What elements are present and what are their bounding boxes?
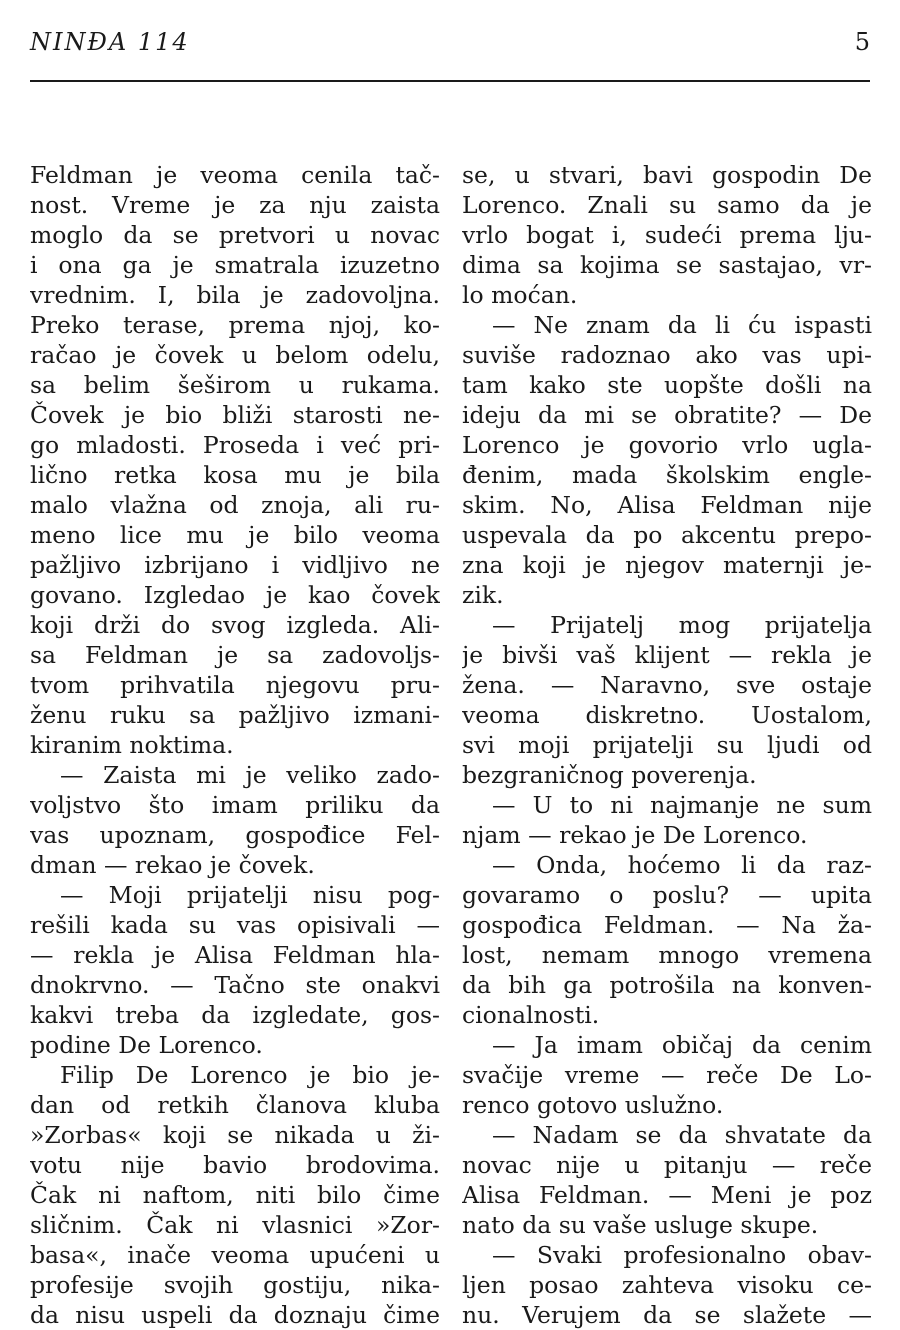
text-line: zik. — [462, 581, 504, 609]
left-text-column — [30, 160, 440, 1330]
text-line: »Zorbas« koji se nikada u ži- — [30, 1121, 440, 1149]
text-line: Lorenco je govorio vrlo ugla- — [462, 431, 872, 459]
text-line: lično retka kosa mu je bila — [30, 461, 440, 489]
text-line: kiranim noktima. — [30, 731, 234, 759]
text-line: — Onda, hoćemo li da raz- — [492, 851, 872, 879]
text-line: malo vlažna od znoja, ali ru- — [30, 491, 440, 519]
text-line: renco gotovo uslužno. — [462, 1091, 724, 1119]
text-line: dan od retkih članova kluba — [30, 1091, 440, 1119]
text-line: — rekla je Alisa Feldman hla- — [30, 941, 440, 969]
text-line: koji drži do svog izgleda. Ali- — [30, 611, 440, 639]
right-text-column — [462, 160, 872, 1330]
text-line: novac nije u pitanju — reče — [462, 1151, 872, 1179]
text-line: i ona ga je smatrala izuzetno — [30, 251, 440, 279]
text-line: đenim, mada školskim engle- — [462, 461, 872, 489]
text-line: basa«, inače veoma upućeni u — [30, 1241, 440, 1269]
text-line: — Prijatelj mog prijatelja — [492, 611, 872, 639]
text-line: skim. No, Alisa Feldman nije — [462, 491, 872, 519]
text-line: gospođica Feldman. — Na ža- — [462, 911, 872, 939]
text-line: vas upoznam, gospođice Fel- — [30, 821, 440, 849]
text-line: veoma diskretno. Uostalom, — [462, 701, 872, 729]
text-line: Čak ni naftom, niti bilo čime — [30, 1181, 440, 1209]
text-line: ljen posao zahteva visoku ce- — [462, 1271, 872, 1299]
text-line: meno lice mu je bilo veoma — [30, 521, 440, 549]
text-line: račao je čovek u belom odelu, — [30, 341, 440, 369]
text-line: nato da su vaše usluge skupe. — [462, 1211, 819, 1239]
text-line: moglo da se pretvori u novac — [30, 221, 440, 249]
text-line: Feldman je veoma cenila tač- — [30, 161, 440, 189]
text-line: Alisa Feldman. — Meni je poz — [462, 1181, 872, 1209]
text-line: kakvi treba da izgledate, gos- — [30, 1001, 440, 1029]
text-line: sa belim šeširom u rukama. — [30, 371, 440, 399]
text-line: — Moji prijatelji nisu pog- — [60, 881, 440, 909]
text-line: vrednim. I, bila je zadovoljna. — [30, 281, 440, 309]
text-line: suviše radoznao ako vas upi- — [462, 341, 872, 369]
running-title: NINĐA 114 — [30, 28, 190, 56]
text-line: bezgraničnog poverenja. — [462, 761, 757, 789]
text-line: podine De Lorenco. — [30, 1031, 263, 1059]
text-line: — Svaki profesionalno obav- — [492, 1241, 872, 1269]
text-line: ženu ruku sa pažljivo izmani- — [30, 701, 440, 729]
text-line: sa Feldman je sa zadovoljs- — [30, 641, 440, 669]
text-line: lost, nemam mnogo vremena — [462, 941, 872, 969]
text-line: votu nije bavio brodovima. — [30, 1151, 440, 1179]
text-line: Filip De Lorenco je bio je- — [60, 1061, 440, 1089]
text-line: žena. — Naravno, sve ostaje — [462, 671, 872, 699]
text-line: Čovek je bio bliži starosti ne- — [30, 401, 440, 429]
text-line: go mladosti. Proseda i već pri- — [30, 431, 440, 459]
text-line: — Ne znam da li ću ispasti — [492, 311, 872, 339]
text-line: Lorenco. Znali su samo da je — [462, 191, 872, 219]
text-line: — Ja imam običaj da cenim — [492, 1031, 872, 1059]
text-line: vrlo bogat i, sudeći prema lju- — [462, 221, 872, 249]
text-line: nu. Verujem da se slažete — — [462, 1301, 872, 1329]
text-line: njam — rekao je De Lorenco. — [462, 821, 808, 849]
text-line: dman — rekao je čovek. — [30, 851, 315, 879]
header-rule — [30, 80, 870, 82]
text-line: tam kako ste uopšte došli na — [462, 371, 872, 399]
text-line: profesije svojih gostiju, nika- — [30, 1271, 440, 1299]
text-line: — Nadam se da shvatate da — [492, 1121, 872, 1149]
text-line: ideju da mi se obratite? — De — [462, 401, 872, 429]
text-line: — Zaista mi je veliko zado- — [60, 761, 440, 789]
text-line: dnokrvno. — Tačno ste onakvi — [30, 971, 440, 999]
text-line: da nisu uspeli da doznaju čime — [30, 1301, 440, 1329]
text-line: cionalnosti. — [462, 1001, 600, 1029]
text-line: svi moji prijatelji su ljudi od — [462, 731, 872, 759]
text-line: govano. Izgledao je kao čovek — [30, 581, 440, 609]
text-line: tvom prihvatila njegovu pru- — [30, 671, 440, 699]
text-line: uspevala da po akcentu prepo- — [462, 521, 872, 549]
text-line: — U to ni najmanje ne sum — [492, 791, 872, 819]
text-line: pažljivo izbrijano i vidljivo ne — [30, 551, 440, 579]
text-line: dima sa kojima se sastajao, vr- — [462, 251, 872, 279]
text-line: je bivši vaš klijent — rekla je — [462, 641, 872, 669]
text-line: da bih ga potrošila na konven- — [462, 971, 872, 999]
page-header — [30, 24, 870, 64]
text-line: voljstvo što imam priliku da — [30, 791, 440, 819]
text-line: se, u stvari, bavi gospodin De — [462, 161, 872, 189]
text-line: sličnim. Čak ni vlasnici »Zor- — [30, 1211, 440, 1239]
page-number: 5 — [854, 28, 870, 56]
text-line: Preko terase, prema njoj, ko- — [30, 311, 440, 339]
text-line: lo moćan. — [462, 281, 578, 309]
text-line: rešili kada su vas opisivali — — [30, 911, 440, 939]
text-line: svačije vreme — reče De Lo- — [462, 1061, 872, 1089]
text-line: zna koji je njegov maternji je- — [462, 551, 872, 579]
text-line: govaramo o poslu? — upita — [462, 881, 872, 909]
text-line: nost. Vreme je za nju zaista — [30, 191, 440, 219]
